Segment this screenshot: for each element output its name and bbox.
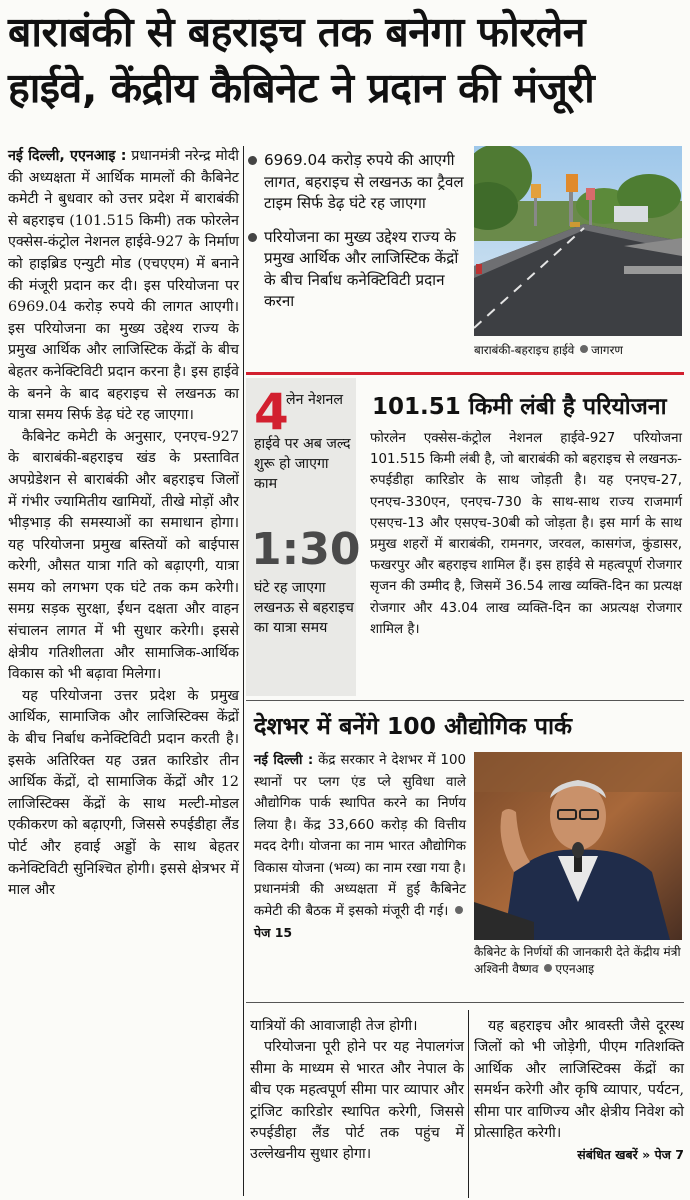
- stats-sidebar: [246, 378, 361, 696]
- stat-lanes-text: हाईवे पर अब जल्द शुरू हो जाएगा काम: [254, 436, 351, 492]
- related-news-link[interactable]: [474, 1144, 684, 1165]
- headline-line-2: हाईवे, केंद्रीय कैबिनेट ने प्रदान की मंजूरी: [8, 64, 595, 112]
- stat-time-text: घंटे रह जाएगा लखनऊ से बहराइच का यात्रा समय: [254, 580, 354, 636]
- credit-dot: [580, 345, 588, 353]
- continued-column-right: [474, 1016, 684, 1166]
- main-story-paragraph-2: कैबिनेट कमेटी के अनुसार, एनएच-927 के बाराबंकी-बहराइच खंड के प्रस्तावित अपग्रेडेशन से बाराबंकी और बहराइच जिलों में गंभीर ज्यामितीय खामियों, तीखे मोड़ों और भीड़भाड़ की समस्याओं का समाधान होगा। यह परियोजना प्रमुख बस्तियों को बाईपास करेगी, औसत यात्रा गति को बढ़ाएगी, यात्रा समय को लगभग एक घंटे तक कम करेगी। समग्र सड़क सुरक्षा, ईंधन दक्षता और वाहन संचालन लागत में भी सुधार करेगी। इससे क्षेत्रीय गतिशीलता और सामाजिक-आर्थिक विकास को भी बढ़ावा मिलेगा।: [8, 428, 239, 683]
- related-page-ref: पेज 7: [654, 1147, 684, 1163]
- continued-paragraph: यह बहराइच और श्रावस्ती जैसे दूरस्थ जिलों को भी जोड़ेगी, पीएम गतिशक्ति आर्थिक और लाजिस्टिक्स केंद्रों का समर्थन करेगी और कृषि व्यापार, पर्यटन, सीमा पार वाणिज्य और क्षेत्रीय निवेश को प्रोत्साहित करेगी।: [474, 1018, 684, 1142]
- highlight-bullets: [248, 150, 470, 325]
- minister-photo: [474, 752, 682, 940]
- main-story-paragraph-1: [8, 146, 239, 427]
- bullet-item: 6969.04 करोड़ रुपये की आएगी लागत, बहराइच से लखनऊ का ट्रैवल टाइम सिर्फ डेढ़ घंटे रह जाएगा: [248, 150, 470, 215]
- dateline: नई दिल्ली, एएनआइ :: [8, 148, 127, 164]
- main-story-column: [8, 146, 239, 902]
- minister-photo-caption: [474, 944, 686, 978]
- parks-heading: देशभर में बनेंगे 100 औद्योगिक पार्क: [254, 712, 573, 740]
- column-divider-left: [243, 146, 244, 1196]
- section-divider: [246, 700, 684, 701]
- parks-text: केंद्र सरकार ने देशभर में 100 स्थानों पर प्लग एंड प्ले सुविधा वाले औद्योगिक पार्क स्थापित करने का निर्णय लिया है। केंद्र 33,660 करोड़ की वित्तीय मदद देगी। योजना का नाम भारत औद्योगिक विकास योजना (भव्य) का नाम रखा गया है। प्रधानमंत्री की अध्यक्षता में हुई कैबिनेट कमेटी की बैठक में इसको मंजूरी दी गई।: [254, 753, 466, 919]
- caption-text: बाराबंकी-बहराइच हाईवे: [474, 343, 575, 357]
- highway-photo: [474, 146, 682, 336]
- stat-lanes-number: 4: [254, 383, 289, 441]
- headline: [8, 4, 684, 116]
- related-news-label: संबंधित खबरें: [577, 1147, 638, 1163]
- project-body: फोरलेन एक्सेस-कंट्रोल नेशनल हाईवे-927 परियोजना 101.515 किमी लंबी है, जो बाराबंकी को बहराइच से लखनऊ-रुपईडीहा कारिडोर के साथ जोड़ती है। यह एनएच-27, एनएच-330एन, एनएच-730 के साथ-साथ राज्य राजमार्ग एसएच-13 और एसएच-30बी को जोड़ता है। इस मार्ग के साथ प्रमुख शहरों में बाराबंकी, रामनगर, जरवल, कासगंज, कुंडासर, फखरपुर और बहराइच शामिल हैं। इस हाईवे से महत्वपूर्ण रोजगार सृजन की उम्मीद है, जिसमें 36.54 लाख व्यक्ति-दिन का प्रत्यक्ष रोजगार और 43.04 लाख व्यक्ति-दिन का अप्रत्यक्ष रोजगार शामिल है।: [370, 431, 682, 637]
- parks-page-ref[interactable]: पेज 15: [254, 925, 293, 940]
- arrow-icon: »: [642, 1147, 651, 1163]
- highway-photo-caption: [474, 342, 686, 358]
- red-divider: [246, 372, 684, 375]
- credit-dot: [544, 964, 552, 972]
- continued-paragraph: परियोजना पूरी होने पर यह नेपालगंज सीमा के माध्यम से भारत और नेपाल के बीच एक महत्वपूर्ण सीमा पार व्यापार और ट्रांजिट कारिडोर स्थापित करेगी, जिससे रुपईडीहा लैंड पोर्ट तक पहुंच में उल्लेखनीय सुधार होगा।: [250, 1039, 464, 1163]
- headline-line-1: बाराबंकी से बहराइच तक बनेगा फोरलेन: [8, 8, 586, 56]
- bottom-divider: [246, 1002, 684, 1003]
- main-story-paragraph-3: यह परियोजना उत्तर प्रदेश के प्रमुख आर्थिक, सामाजिक और लाजिस्टिक्स केंद्रों के बीच निर्बाध कनेक्टिविटी प्रदान करती है। इसके अतिरिक्त यह उन्नत कारिडोर तीन आर्थिक केंद्रों, दो सामाजिक केंद्रों और 12 लाजिस्टिक्स केंद्रों के साथ मल्टी-मोडल एकीकरण को बढ़ाएगी, जिससे रुपईडीहा लैंड पोर्ट और हवाई अड्डों के साथ बेहतर कनेक्टिविटी सुनिश्चित होगी। इससे क्षेत्रभर में माल और: [8, 687, 239, 899]
- continued-column-mid: [250, 1016, 464, 1166]
- photo-credit: जागरण: [591, 343, 623, 357]
- stat-lanes-label: लेन नेशनल: [286, 392, 344, 408]
- bullet-item: परियोजना का मुख्य उद्देश्य राज्य के प्रमुख आर्थिक और लाजिस्टिक केंद्रों के बीच निर्बाध कनेक्टिविटी प्रदान करना: [248, 227, 470, 313]
- ref-dot: [455, 906, 463, 914]
- project-heading: 101.51 किमी लंबी है परियोजना: [372, 394, 667, 420]
- column-divider-bottom: [468, 1010, 469, 1198]
- photo-credit: एएनआइ: [555, 962, 595, 976]
- parks-dateline: नई दिल्ली :: [254, 753, 314, 768]
- stat-time-number: 1:30: [251, 524, 361, 575]
- continued-paragraph: यात्रियों की आवाजाही तेज होगी।: [250, 1018, 418, 1034]
- parks-body: [254, 750, 466, 945]
- main-story-text-1: प्रधानमंत्री नरेन्द्र मोदी की अध्यक्षता में आर्थिक मामलों की कैबिनेट कमेटी ने बुधवार को उत्तर प्रदेश में बाराबंकी से बहराइच (101.515 किमी) तक फोरलेन एक्सेस-कंट्रोल नेशनल हाईवे-927 के निर्माण को हाइब्रिड एन्युटी मोड (एचएएम) में बनाने की मंजूरी प्रदान कर दी। इस परियोजना पर 6969.04 करोड़ रुपये की लागत आएगी। इस परियोजना का मुख्य उद्देश्य राज्य के प्रमुख आर्थिक और लाजिस्टिक केंद्रों के बीच बेहतर कनेक्टिविटी प्रदान करना है। इस हाईवे के बनने के बाद बहराइच से लखनऊ का यात्रा समय सिर्फ डेढ़ घंटे रह जाएगा।: [8, 148, 240, 424]
- caption-text: कैबिनेट के निर्णयों की जानकारी देते केंद्रीय मंत्री अश्विनी वैष्णव: [474, 945, 681, 976]
